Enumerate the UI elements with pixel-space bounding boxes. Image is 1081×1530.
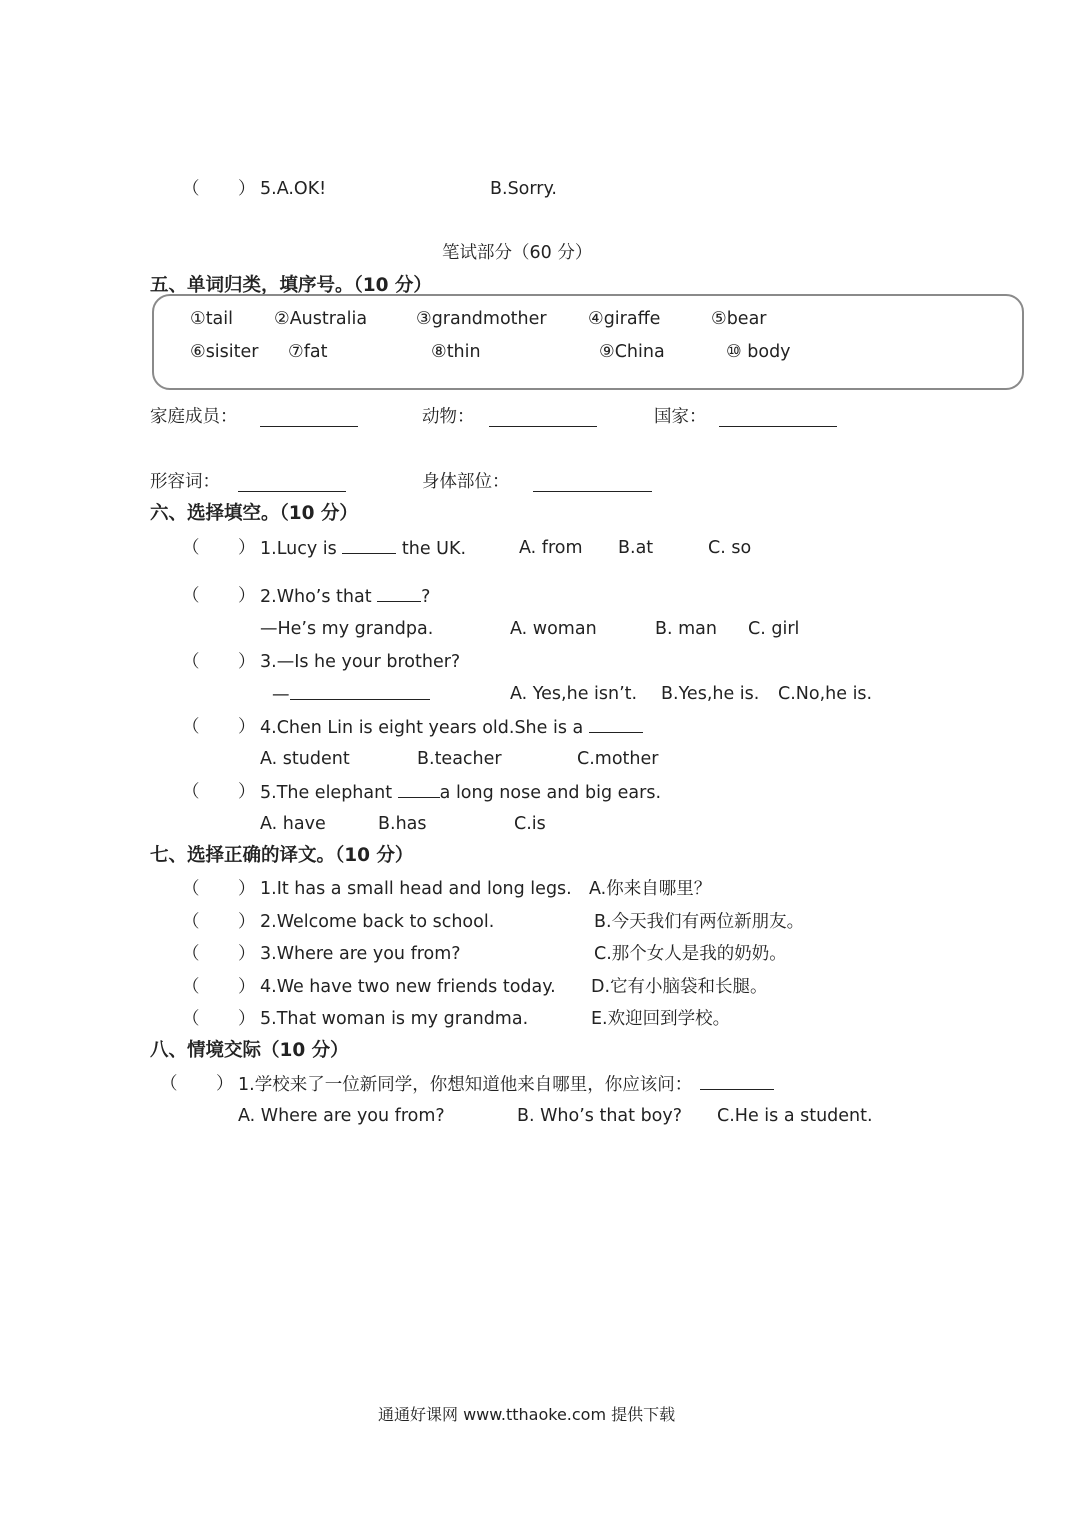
- word-2: ②Australia: [274, 309, 368, 329]
- answer-paren-open: （: [182, 977, 200, 997]
- category-countries: 国家：: [654, 407, 707, 427]
- answer-paren-close: ）: [238, 977, 256, 997]
- s6-q3-a: A. Yes,he isn’t.: [510, 684, 638, 704]
- written-part-title: 笔试部分（60 分）: [442, 243, 593, 263]
- s7-item-5-zh: E.欢迎回到学校。: [591, 1009, 731, 1029]
- word-1: ①tail: [190, 309, 233, 329]
- answer-paren-open: （: [182, 179, 200, 199]
- s7-item-4-zh: D.它有小脑袋和长腿。: [591, 977, 768, 997]
- word-7: ⑦fat: [288, 342, 328, 362]
- s6-q2-b: B. man: [655, 619, 717, 639]
- word-5: ⑤bear: [711, 309, 767, 329]
- blank-countries[interactable]: [719, 410, 837, 427]
- s6-q3-text: 3.—Is he your brother?: [260, 652, 461, 672]
- s6-q2-text: 2.Who’s that ?: [260, 587, 431, 607]
- listening-q5-a: 5.A.OK!: [260, 179, 327, 199]
- answer-paren-open: （: [182, 652, 200, 672]
- section5-heading: 五、单词归类，填序号。（10 分）: [150, 275, 432, 296]
- listening-q5-b: B.Sorry.: [490, 179, 557, 199]
- s6-q4-b: B.teacher: [417, 749, 502, 769]
- word-4: ④giraffe: [588, 309, 661, 329]
- s7-item-2-zh: B.今天我们有两位新朋友。: [594, 912, 805, 932]
- s8-q1-blank[interactable]: [700, 1073, 774, 1090]
- blank-adjectives[interactable]: [238, 475, 346, 492]
- word-8: ⑧thin: [431, 342, 481, 362]
- s6-q2-reply: —He’s my grandpa.: [260, 619, 434, 639]
- word-6: ⑥sisiter: [190, 342, 259, 362]
- s7-item-1-en: 1.It has a small head and long legs.: [260, 879, 572, 899]
- answer-paren-close: ）: [238, 717, 256, 737]
- s7-item-2-en: 2.Welcome back to school.: [260, 912, 495, 932]
- s6-q4-blank[interactable]: [589, 716, 643, 733]
- blank-body-parts[interactable]: [533, 475, 652, 492]
- s7-item-5-en: 5.That woman is my grandma.: [260, 1009, 529, 1029]
- answer-paren-close: ）: [216, 1074, 234, 1094]
- s6-q2-a: A. woman: [510, 619, 597, 639]
- s7-item-3-zh: C.那个女人是我的奶奶。: [594, 944, 787, 964]
- answer-paren-close: ）: [238, 782, 256, 802]
- answer-paren-open: （: [182, 782, 200, 802]
- s6-q3-c: C.No,he is.: [778, 684, 873, 704]
- s6-q3-dash: —: [272, 683, 430, 706]
- s7-item-4-en: 4.We have two new friends today.: [260, 977, 556, 997]
- category-body-parts: 身体部位：: [422, 472, 510, 492]
- answer-paren-close: ）: [238, 944, 256, 964]
- answer-paren-close: ）: [238, 538, 256, 558]
- word-9: ⑨China: [599, 342, 665, 362]
- s6-q1-b: B.at: [618, 538, 654, 558]
- s6-q2-c: C. girl: [748, 619, 800, 639]
- answer-paren-open: （: [182, 944, 200, 964]
- answer-paren-close: ）: [238, 1009, 256, 1029]
- s6-q5-a: A. have: [260, 814, 326, 834]
- s6-q5-b: B.has: [378, 814, 427, 834]
- s6-q2-blank[interactable]: [377, 585, 421, 602]
- answer-paren-open: （: [160, 1074, 178, 1094]
- s7-item-3-en: 3.Where are you from?: [260, 944, 461, 964]
- answer-paren-close: ）: [238, 179, 256, 199]
- section6-heading: 六、选择填空。（10 分）: [150, 503, 358, 524]
- s6-q3-b: B.Yes,he is.: [661, 684, 760, 704]
- answer-paren-open: （: [182, 1009, 200, 1029]
- s6-q1-blank[interactable]: [342, 537, 396, 554]
- s6-q1-text: 1.Lucy is the UK.: [260, 539, 467, 559]
- answer-paren-open: （: [182, 717, 200, 737]
- s6-q3-blank[interactable]: [290, 683, 430, 700]
- s6-q5-text: 5.The elephant a long nose and big ears.: [260, 783, 662, 803]
- blank-animals[interactable]: [489, 410, 597, 427]
- answer-paren-open: （: [182, 879, 200, 899]
- section8-heading: 八、情境交际（10 分）: [150, 1040, 349, 1061]
- s8-q1-b: B. Who’s that boy?: [517, 1106, 683, 1126]
- s8-q1-text: 1.学校来了一位新同学，你想知道他来自哪里，你应该问：: [238, 1073, 774, 1096]
- footer-credit: 通通好课网 www.tthaoke.com 提供下载: [378, 1405, 676, 1424]
- blank-family[interactable]: [260, 410, 358, 427]
- s6-q4-text: 4.Chen Lin is eight years old.She is a: [260, 716, 643, 739]
- category-family: 家庭成员：: [150, 407, 238, 427]
- s8-q1-a: A. Where are you from?: [238, 1106, 445, 1126]
- s6-q4-c: C.mother: [577, 749, 659, 769]
- answer-paren-open: （: [182, 538, 200, 558]
- answer-paren-close: ）: [238, 586, 256, 606]
- s6-q4-a: A. student: [260, 749, 350, 769]
- section7-heading: 七、选择正确的译文。（10 分）: [150, 845, 414, 866]
- s6-q5-c: C.is: [514, 814, 546, 834]
- answer-paren-close: ）: [238, 912, 256, 932]
- category-animals: 动物：: [422, 407, 475, 427]
- s8-q1-c: C.He is a student.: [717, 1106, 873, 1126]
- s6-q5-blank[interactable]: [398, 781, 440, 798]
- word-10: ⑩ body: [726, 342, 791, 362]
- s6-q1-a: A. from: [519, 538, 583, 558]
- s7-item-1-zh: A.你来自哪里？: [589, 879, 712, 899]
- s6-q1-c: C. so: [708, 538, 752, 558]
- category-adjectives: 形容词：: [150, 472, 220, 492]
- answer-paren-open: （: [182, 912, 200, 932]
- answer-paren-close: ）: [238, 879, 256, 899]
- answer-paren-open: （: [182, 586, 200, 606]
- answer-paren-close: ）: [238, 652, 256, 672]
- word-3: ③grandmother: [416, 309, 547, 329]
